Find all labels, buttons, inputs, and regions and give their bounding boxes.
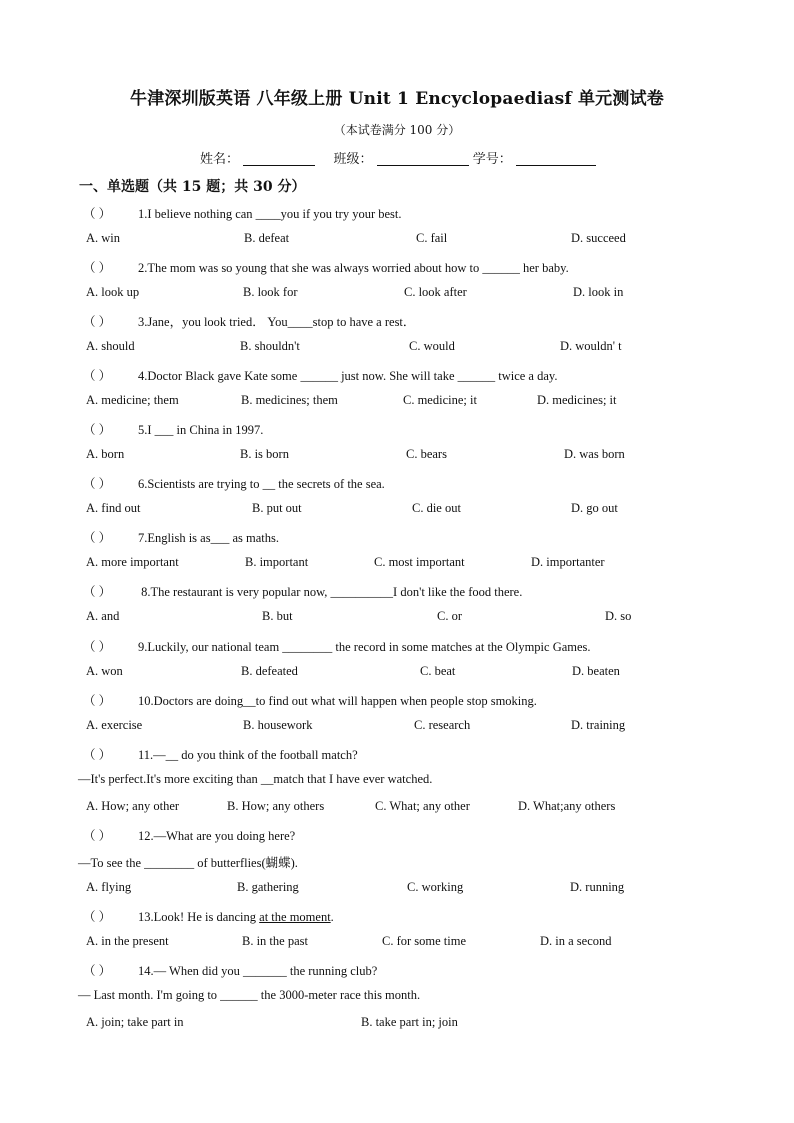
option-c: C. look after (404, 285, 467, 299)
question-stem: （ ） 13.Look! He is dancing at the moment. (83, 910, 334, 924)
option-a: A. flying (86, 880, 132, 894)
option-b: B. defeated (241, 664, 298, 678)
option-b: B. take part in; join (361, 1015, 458, 1029)
option-c: C. bears (406, 447, 447, 461)
option-a: A. How; any other (86, 799, 180, 813)
option-a: A. won (86, 664, 123, 678)
page-subtitle: （本试卷满分 100 分） (333, 123, 461, 137)
option-d: D. beaten (572, 664, 620, 678)
page-title: 牛津深圳版英语 八年级上册 Unit 1 Encyclopaediasf 单元测试卷 (130, 89, 664, 109)
option-b: B. gathering (237, 880, 299, 894)
answer-line: —It's perfect.It's more exciting than __match that I have ever watched. (78, 772, 433, 786)
number-blank (516, 151, 596, 166)
number-label: 学号： (472, 152, 512, 167)
option-c: C. die out (412, 501, 461, 515)
question-stem: （ ） 1.I believe nothing can ____you if you try your best. (83, 207, 402, 221)
underlined-phrase: at the moment (259, 910, 331, 924)
option-c: C. What; any other (375, 799, 470, 813)
option-b: B. How; any others (227, 799, 325, 813)
option-c: C. research (414, 718, 471, 732)
option-b: B. put out (252, 501, 302, 515)
option-c: C. would (409, 339, 455, 353)
question-stem: （ ） 2.The mom was so young that she was always worried about how to ______ her baby. (83, 261, 569, 275)
option-b: B. is born (240, 447, 289, 461)
option-a: A. medicine; them (86, 393, 179, 407)
option-a: A. more important (86, 555, 179, 569)
student-info (200, 148, 596, 167)
option-c: C. most important (374, 555, 465, 569)
option-d: D. training (571, 718, 626, 732)
option-c: C. fail (416, 231, 448, 245)
option-d: D. What;any others (518, 799, 616, 813)
option-b: B. housework (243, 718, 313, 732)
option-a: A. win (86, 231, 121, 245)
option-d: D. look in (573, 285, 624, 299)
option-d: D. succeed (571, 231, 626, 245)
option-d: D. so (605, 609, 632, 623)
option-b: B. medicines; them (241, 393, 338, 407)
option-b: B. shouldn't (240, 339, 300, 353)
option-a: A. and (86, 609, 120, 623)
option-a: A. in the present (86, 934, 169, 948)
option-b: B. important (245, 555, 309, 569)
option-c: C. or (437, 609, 462, 623)
answer-line: — Last month. I'm going to ______ the 3000-meter race this month. (78, 988, 421, 1002)
option-d: D. go out (571, 501, 618, 515)
question-stem: （ ） 8.The restaurant is very popular now, __________I don't like the food there. (83, 585, 523, 599)
option-a: A. should (86, 339, 135, 353)
option-d: D. was born (564, 447, 625, 461)
option-a: A. born (86, 447, 125, 461)
option-a: A. find out (86, 501, 141, 515)
question-stem: （ ） 7.English is as___ as maths. (83, 531, 279, 545)
option-c: C. for some time (382, 934, 467, 948)
name-blank (243, 151, 315, 166)
section-title: 一、单选题（共 15 题；共 30 分） (79, 179, 306, 195)
option-c: C. medicine; it (403, 393, 477, 407)
option-a: A. exercise (86, 718, 143, 732)
question-stem: （ ） 6.Scientists are trying to __ the secrets of the sea. (83, 477, 385, 491)
class-blank (377, 151, 469, 166)
name-label: 姓名： (200, 152, 240, 167)
option-d: D. running (570, 880, 625, 894)
option-d: D. wouldn' t (560, 339, 622, 353)
option-b: B. but (262, 609, 293, 623)
answer-line: —To see the ________ of butterflies(蝴蝶). (78, 856, 298, 870)
question-stem: （ ） 9.Luckily, our national team ________ the record in some matches at the Olympic Games. (83, 640, 591, 654)
question-stem: （ ） 11.—__ do you think of the football match? (83, 748, 358, 762)
option-d: D. medicines; it (537, 393, 617, 407)
option-b: B. defeat (244, 231, 290, 245)
question-stem: （ ） 3.Jane，you look tried． You____stop to have a rest． (83, 315, 416, 329)
option-a: A. join; take part in (86, 1015, 184, 1029)
question-stem: （ ） 5.I ___ in China in 1997. (83, 423, 264, 437)
option-c: C. beat (420, 664, 456, 678)
option-d: D. in a second (540, 934, 612, 948)
question-stem: （ ） 12.—What are you doing here? (83, 829, 296, 843)
question-stem: （ ） 4.Doctor Black gave Kate some ______ just now. She will take ______ twice a day. (83, 369, 558, 383)
question-stem: （ ） 14.— When did you _______ the running club? (83, 964, 378, 978)
option-a: A. look up (86, 285, 140, 299)
option-d: D. importanter (531, 555, 605, 569)
class-label: 班级： (333, 152, 373, 167)
option-c: C. working (407, 880, 464, 894)
option-b: B. in the past (242, 934, 308, 948)
option-b: B. look for (243, 285, 298, 299)
question-stem: （ ） 10.Doctors are doing__to find out what will happen when people stop smoking. (83, 694, 537, 708)
